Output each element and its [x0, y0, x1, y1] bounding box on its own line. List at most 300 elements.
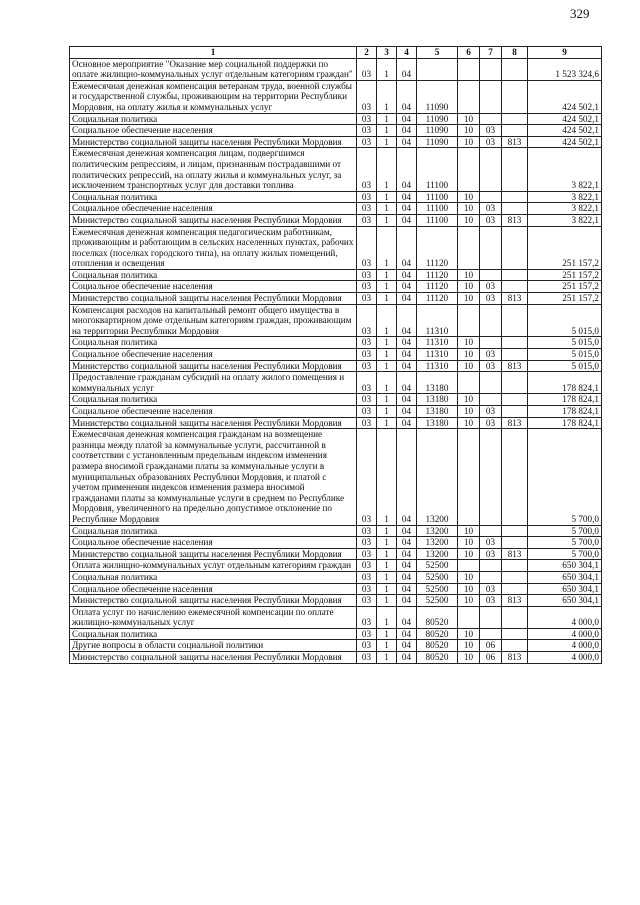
column-header: 3 — [377, 47, 397, 59]
table-row — [70, 281, 602, 293]
code-cell: 813 — [502, 136, 528, 148]
amount-cell: 650 304,1 — [528, 571, 602, 583]
column-header: 4 — [397, 47, 417, 59]
code-cell: 13200 — [417, 525, 458, 537]
code-cell: 10 — [458, 191, 480, 203]
code-cell: 52500 — [417, 595, 458, 607]
code-cell: 1 — [377, 429, 397, 525]
code-cell — [480, 606, 502, 628]
amount-cell: 5 015,0 — [528, 349, 602, 361]
table-row — [70, 548, 602, 560]
column-header: 5 — [417, 47, 458, 59]
row-name-cell: Министерство социальной защиты населения Республики Мордовия — [70, 293, 357, 305]
code-cell: 06 — [480, 640, 502, 652]
code-cell: 10 — [458, 349, 480, 361]
row-name-cell: Социальная политика — [70, 394, 357, 406]
code-cell: 03 — [357, 583, 377, 595]
row-name-cell: Социальное обеспечение населения — [70, 406, 357, 418]
code-cell: 813 — [502, 652, 528, 664]
code-cell: 04 — [397, 548, 417, 560]
code-cell: 03 — [357, 628, 377, 640]
code-cell: 04 — [397, 269, 417, 281]
code-cell: 1 — [377, 214, 397, 226]
code-cell: 80520 — [417, 640, 458, 652]
table-row — [70, 293, 602, 305]
row-name-cell: Министерство социальной защиты населения Республики Мордовия — [70, 652, 357, 664]
code-cell — [502, 537, 528, 549]
code-cell — [502, 269, 528, 281]
code-cell: 03 — [357, 595, 377, 607]
code-cell: 10 — [458, 652, 480, 664]
code-cell: 11100 — [417, 203, 458, 215]
code-cell: 04 — [397, 394, 417, 406]
code-cell: 03 — [357, 417, 377, 429]
code-cell: 1 — [377, 148, 397, 191]
code-cell — [480, 628, 502, 640]
code-cell — [458, 429, 480, 525]
amount-cell: 3 822,1 — [528, 203, 602, 215]
column-header: 8 — [502, 47, 528, 59]
code-cell — [480, 525, 502, 537]
code-cell: 1 — [377, 269, 397, 281]
code-cell: 03 — [357, 214, 377, 226]
table-row — [70, 203, 602, 215]
code-cell: 80520 — [417, 628, 458, 640]
table-row — [70, 136, 602, 148]
table-row — [70, 80, 602, 113]
table-row — [70, 337, 602, 349]
row-name-cell: Министерство социальной защиты населения Республики Мордовия — [70, 417, 357, 429]
amount-cell: 424 502,1 — [528, 113, 602, 125]
code-cell — [502, 640, 528, 652]
code-cell: 04 — [397, 628, 417, 640]
code-cell: 03 — [480, 349, 502, 361]
code-cell: 03 — [357, 125, 377, 137]
amount-cell: 1 523 324,6 — [528, 58, 602, 80]
table-row — [70, 372, 602, 394]
code-cell: 04 — [397, 203, 417, 215]
table-row — [70, 571, 602, 583]
code-cell: 03 — [357, 349, 377, 361]
table-row — [70, 583, 602, 595]
code-cell — [480, 394, 502, 406]
code-cell: 1 — [377, 203, 397, 215]
code-cell: 03 — [480, 417, 502, 429]
code-cell — [480, 571, 502, 583]
code-cell: 10 — [458, 537, 480, 549]
row-name-cell: Оплата жилищно-коммунальных услуг отдельным категориям граждан — [70, 560, 357, 572]
code-cell: 1 — [377, 571, 397, 583]
code-cell: 03 — [357, 226, 377, 269]
code-cell: 1 — [377, 58, 397, 80]
row-name-cell: Ежемесячная денежная компенсация лицам, подвергшимся политическим репрессиям, и лицам, признанным пострадавшими от политических репрессий, на оплату жилья и коммунальных услуг, за исключением транспортных услуг для доставки топлива — [70, 148, 357, 191]
code-cell: 03 — [357, 337, 377, 349]
code-cell — [502, 337, 528, 349]
code-cell: 1 — [377, 652, 397, 664]
code-cell: 13200 — [417, 429, 458, 525]
code-cell: 03 — [357, 640, 377, 652]
code-cell: 03 — [357, 203, 377, 215]
code-cell: 1 — [377, 606, 397, 628]
row-name-cell: Социальное обеспечение населения — [70, 203, 357, 215]
amount-cell: 5 700,0 — [528, 537, 602, 549]
code-cell: 10 — [458, 525, 480, 537]
code-cell — [458, 80, 480, 113]
code-cell: 03 — [480, 293, 502, 305]
code-cell: 1 — [377, 406, 397, 418]
code-cell: 03 — [480, 125, 502, 137]
amount-cell: 3 822,1 — [528, 214, 602, 226]
code-cell: 11100 — [417, 191, 458, 203]
row-name-cell: Ежемесячная денежная компенсация педагогическим работникам, проживающим и работающим в сельских населенных пунктах, рабочих поселках (поселках городского типа), на оплату жилых помещений, отопления и освещения — [70, 226, 357, 269]
code-cell: 04 — [397, 281, 417, 293]
code-cell: 04 — [397, 293, 417, 305]
code-cell: 11090 — [417, 113, 458, 125]
code-cell — [502, 125, 528, 137]
code-cell: 1 — [377, 595, 397, 607]
code-cell — [480, 148, 502, 191]
amount-cell: 424 502,1 — [528, 80, 602, 113]
amount-cell: 178 824,1 — [528, 394, 602, 406]
table-row — [70, 606, 602, 628]
code-cell: 1 — [377, 394, 397, 406]
code-cell: 06 — [480, 652, 502, 664]
code-cell: 04 — [397, 429, 417, 525]
code-cell: 11310 — [417, 304, 458, 337]
code-cell: 04 — [397, 337, 417, 349]
code-cell: 10 — [458, 337, 480, 349]
page-number: 329 — [570, 6, 590, 21]
code-cell: 13180 — [417, 394, 458, 406]
code-cell — [502, 191, 528, 203]
row-name-cell: Социальная политика — [70, 269, 357, 281]
row-name-cell: Социальная политика — [70, 337, 357, 349]
code-cell: 03 — [357, 148, 377, 191]
code-cell — [480, 269, 502, 281]
row-name-cell: Основное мероприятие "Оказание мер социальной поддержки по оплате жилищно-коммунальных услуг отдельным категориям граждан" — [70, 58, 357, 80]
code-cell: 1 — [377, 560, 397, 572]
row-name-cell: Социальная политика — [70, 191, 357, 203]
code-cell — [502, 113, 528, 125]
code-cell: 10 — [458, 417, 480, 429]
row-name-cell: Министерство социальной защиты населения Республики Мордовия — [70, 136, 357, 148]
table-row — [70, 58, 602, 80]
code-cell: 1 — [377, 628, 397, 640]
budget-table — [69, 46, 602, 664]
code-cell: 1 — [377, 640, 397, 652]
code-cell: 52500 — [417, 583, 458, 595]
code-cell: 11120 — [417, 293, 458, 305]
amount-cell: 5 700,0 — [528, 525, 602, 537]
code-cell: 1 — [377, 337, 397, 349]
code-cell: 03 — [357, 269, 377, 281]
code-cell: 11100 — [417, 148, 458, 191]
code-cell — [480, 429, 502, 525]
amount-cell: 4 000,0 — [528, 640, 602, 652]
code-cell: 10 — [458, 595, 480, 607]
code-cell: 04 — [397, 349, 417, 361]
code-cell — [502, 429, 528, 525]
amount-cell: 178 824,1 — [528, 406, 602, 418]
row-name-cell: Социальное обеспечение населения — [70, 583, 357, 595]
row-name-cell: Социальная политика — [70, 628, 357, 640]
code-cell: 03 — [357, 191, 377, 203]
row-name-cell: Социальное обеспечение населения — [70, 281, 357, 293]
code-cell: 03 — [480, 548, 502, 560]
table-row — [70, 214, 602, 226]
code-cell: 04 — [397, 525, 417, 537]
code-cell — [480, 337, 502, 349]
code-cell: 10 — [458, 269, 480, 281]
code-cell: 10 — [458, 214, 480, 226]
code-cell — [480, 226, 502, 269]
code-cell: 04 — [397, 417, 417, 429]
code-cell: 04 — [397, 640, 417, 652]
amount-cell: 251 157,2 — [528, 293, 602, 305]
code-cell: 04 — [397, 606, 417, 628]
column-header: 6 — [458, 47, 480, 59]
code-cell — [502, 58, 528, 80]
row-name-cell: Ежемесячная денежная компенсация гражданам на возмещение разницы между платой за коммунальные услуги, рассчитанной в соответствии с установленным предельным индексом изменения размера вносимой гражданами платы за коммунальные услуги в муниципальных образованиях Республики Мордовия, и платой с учетом применения индексов изменения размера вносимой гражданами платы за коммунальные услуги в среднем по Республике Мордовия, увеличенного на предельно допустимое отклонение по Республике Мордовия — [70, 429, 357, 525]
code-cell: 03 — [357, 537, 377, 549]
code-cell — [458, 560, 480, 572]
row-name-cell: Министерство социальной защиты населения Республики Мордовия — [70, 595, 357, 607]
code-cell: 04 — [397, 148, 417, 191]
code-cell: 04 — [397, 360, 417, 372]
amount-cell: 5 015,0 — [528, 304, 602, 337]
table-row — [70, 226, 602, 269]
code-cell: 04 — [397, 214, 417, 226]
table-row — [70, 148, 602, 191]
code-cell: 03 — [357, 281, 377, 293]
code-cell: 10 — [458, 113, 480, 125]
code-cell: 1 — [377, 293, 397, 305]
code-cell: 04 — [397, 583, 417, 595]
code-cell: 1 — [377, 226, 397, 269]
code-cell: 03 — [480, 537, 502, 549]
table-row — [70, 191, 602, 203]
code-cell — [502, 304, 528, 337]
code-cell: 03 — [357, 406, 377, 418]
code-cell: 04 — [397, 136, 417, 148]
code-cell: 1 — [377, 548, 397, 560]
column-header: 1 — [70, 47, 357, 59]
code-cell: 10 — [458, 360, 480, 372]
code-cell: 04 — [397, 372, 417, 394]
code-cell: 813 — [502, 595, 528, 607]
amount-cell: 4 000,0 — [528, 628, 602, 640]
code-cell: 03 — [480, 595, 502, 607]
code-cell — [502, 281, 528, 293]
code-cell — [458, 304, 480, 337]
table-row — [70, 417, 602, 429]
code-cell — [480, 372, 502, 394]
code-cell: 04 — [397, 595, 417, 607]
table-row — [70, 628, 602, 640]
code-cell — [502, 394, 528, 406]
code-cell — [458, 372, 480, 394]
code-cell: 03 — [357, 113, 377, 125]
code-cell: 10 — [458, 125, 480, 137]
code-cell — [480, 58, 502, 80]
code-cell: 03 — [480, 583, 502, 595]
code-cell — [502, 148, 528, 191]
table-row — [70, 113, 602, 125]
table-row — [70, 360, 602, 372]
code-cell: 10 — [458, 571, 480, 583]
code-cell: 80520 — [417, 652, 458, 664]
table-row — [70, 525, 602, 537]
code-cell: 04 — [397, 58, 417, 80]
table-row — [70, 125, 602, 137]
code-cell — [480, 560, 502, 572]
code-cell: 11310 — [417, 349, 458, 361]
code-cell: 1 — [377, 525, 397, 537]
amount-cell: 4 000,0 — [528, 606, 602, 628]
code-cell: 03 — [480, 281, 502, 293]
code-cell — [458, 58, 480, 80]
amount-cell: 3 822,1 — [528, 148, 602, 191]
code-cell: 04 — [397, 406, 417, 418]
code-cell — [502, 372, 528, 394]
code-cell — [502, 80, 528, 113]
code-cell: 10 — [458, 281, 480, 293]
table-row — [70, 652, 602, 664]
code-cell: 1 — [377, 191, 397, 203]
code-cell: 03 — [357, 652, 377, 664]
code-cell: 11090 — [417, 136, 458, 148]
code-cell: 80520 — [417, 606, 458, 628]
table-body — [70, 47, 602, 664]
code-cell — [458, 148, 480, 191]
code-cell: 11090 — [417, 125, 458, 137]
amount-cell: 5 015,0 — [528, 337, 602, 349]
table-row — [70, 269, 602, 281]
code-cell: 03 — [357, 360, 377, 372]
code-cell: 04 — [397, 226, 417, 269]
code-cell: 1 — [377, 113, 397, 125]
code-cell — [502, 406, 528, 418]
code-cell: 10 — [458, 628, 480, 640]
code-cell: 52500 — [417, 560, 458, 572]
amount-cell: 178 824,1 — [528, 417, 602, 429]
code-cell: 52500 — [417, 571, 458, 583]
code-cell — [480, 191, 502, 203]
code-cell: 1 — [377, 583, 397, 595]
code-cell: 04 — [397, 571, 417, 583]
code-cell: 04 — [397, 113, 417, 125]
amount-cell: 5 700,0 — [528, 429, 602, 525]
code-cell — [502, 203, 528, 215]
code-cell: 03 — [357, 372, 377, 394]
amount-cell: 251 157,2 — [528, 226, 602, 269]
code-cell — [502, 571, 528, 583]
code-cell: 11310 — [417, 337, 458, 349]
table-row — [70, 349, 602, 361]
row-name-cell: Оплата услуг по начислению ежемесячной компенсации по оплате жилищно-коммунальных услуг — [70, 606, 357, 628]
code-cell: 813 — [502, 293, 528, 305]
code-cell: 03 — [480, 214, 502, 226]
code-cell: 10 — [458, 548, 480, 560]
row-name-cell: Ежемесячная денежная компенсация ветеранам труда, военной службы и государственной службы, проживающим на территории Республики Мордовия, на оплату жилья и коммунальных услуг — [70, 80, 357, 113]
row-name-cell: Министерство социальной защиты населения Республики Мордовия — [70, 360, 357, 372]
code-cell: 03 — [357, 571, 377, 583]
row-name-cell: Предоставление гражданам субсидий на оплату жилого помещения и коммунальных услуг — [70, 372, 357, 394]
table-row — [70, 595, 602, 607]
code-cell: 04 — [397, 125, 417, 137]
table-row — [70, 640, 602, 652]
code-cell: 03 — [480, 136, 502, 148]
row-name-cell: Социальное обеспечение населения — [70, 125, 357, 137]
code-cell: 03 — [480, 406, 502, 418]
code-cell: 10 — [458, 203, 480, 215]
code-cell: 11120 — [417, 281, 458, 293]
code-cell — [502, 226, 528, 269]
column-header: 7 — [480, 47, 502, 59]
row-name-cell: Компенсация расходов на капитальный ремонт общего имущества в многоквартирном доме отдельным категориям граждан, проживающим на территории Республики Мордовия — [70, 304, 357, 337]
code-cell: 03 — [480, 360, 502, 372]
column-header: 9 — [528, 47, 602, 59]
code-cell: 03 — [357, 606, 377, 628]
code-cell — [502, 628, 528, 640]
code-cell: 1 — [377, 372, 397, 394]
code-cell: 1 — [377, 136, 397, 148]
amount-cell: 251 157,2 — [528, 269, 602, 281]
code-cell: 11100 — [417, 214, 458, 226]
code-cell: 1 — [377, 304, 397, 337]
code-cell: 13200 — [417, 537, 458, 549]
code-cell — [458, 606, 480, 628]
code-cell: 03 — [357, 304, 377, 337]
code-cell: 1 — [377, 125, 397, 137]
code-cell: 10 — [458, 640, 480, 652]
code-cell: 04 — [397, 80, 417, 113]
code-cell: 813 — [502, 417, 528, 429]
code-cell: 10 — [458, 583, 480, 595]
code-cell — [417, 58, 458, 80]
row-name-cell: Социальная политика — [70, 525, 357, 537]
code-cell — [502, 583, 528, 595]
code-cell — [502, 525, 528, 537]
amount-cell: 3 822,1 — [528, 191, 602, 203]
code-cell: 13180 — [417, 372, 458, 394]
code-cell: 11310 — [417, 360, 458, 372]
amount-cell: 251 157,2 — [528, 281, 602, 293]
code-cell: 1 — [377, 349, 397, 361]
amount-cell: 650 304,1 — [528, 595, 602, 607]
row-name-cell: Другие вопросы в области социальной политики — [70, 640, 357, 652]
amount-cell: 424 502,1 — [528, 136, 602, 148]
code-cell: 03 — [357, 293, 377, 305]
code-cell: 813 — [502, 360, 528, 372]
table-row — [70, 560, 602, 572]
code-cell — [480, 80, 502, 113]
code-cell: 03 — [357, 136, 377, 148]
code-cell: 03 — [357, 429, 377, 525]
code-cell — [480, 304, 502, 337]
code-cell — [458, 226, 480, 269]
code-cell: 04 — [397, 191, 417, 203]
amount-cell: 5 015,0 — [528, 360, 602, 372]
code-cell — [502, 349, 528, 361]
code-cell: 1 — [377, 80, 397, 113]
table-row — [70, 406, 602, 418]
column-header: 2 — [357, 47, 377, 59]
row-name-cell: Социальная политика — [70, 571, 357, 583]
code-cell: 03 — [357, 560, 377, 572]
code-cell: 10 — [458, 406, 480, 418]
code-cell: 1 — [377, 417, 397, 429]
